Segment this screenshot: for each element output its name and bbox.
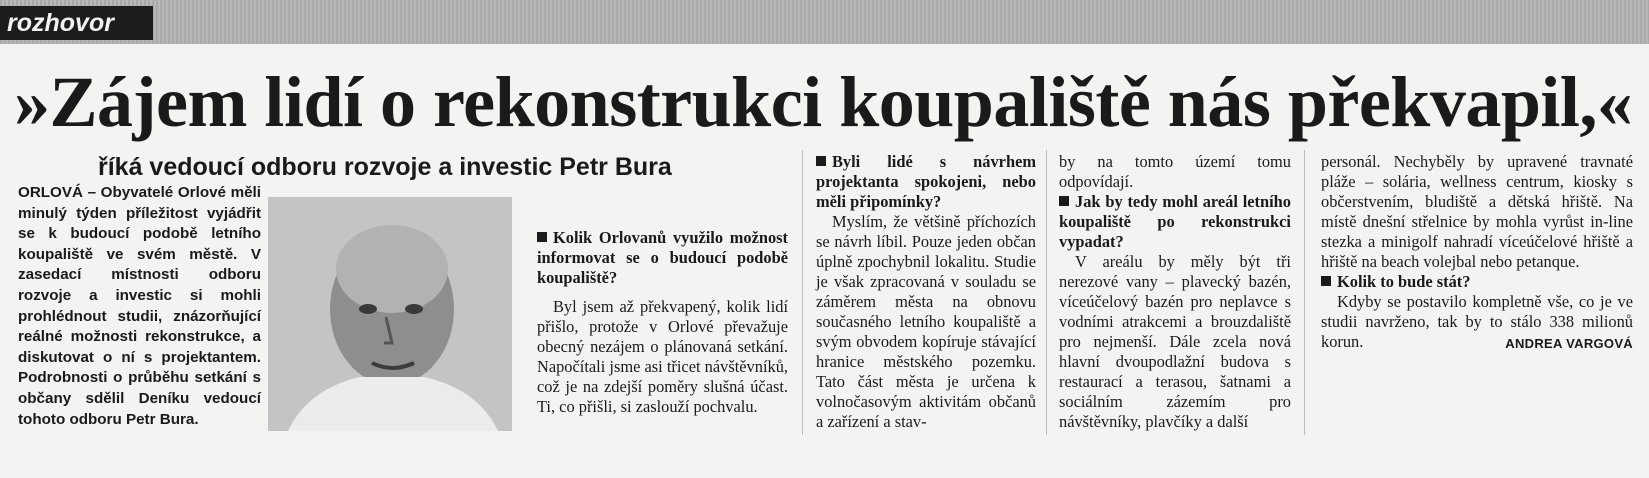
square-bullet-icon bbox=[537, 232, 547, 242]
square-bullet-icon bbox=[1059, 196, 1069, 206]
column-5 bbox=[1321, 152, 1633, 354]
answer-2: Myslím, že většině příchozích se návrh líbil. Pouze jeden občan úplně zpochybnil lokalitu. Studie je však zpracovaná v souladu se záměrem města na obnovu současného letního koupaliště a svým obvodem kopíruje stávající hranice městského pozemku. Tato část města je určena k volnočasovým aktivitám občanů a zařízení a stav- bbox=[816, 212, 1036, 431]
square-bullet-icon bbox=[1321, 276, 1331, 286]
answer-3: V areálu by měly být tři nerezové vany – plavecký bazén, víceúčelový bazén pro neplavce s vodními atrakcemi a brouzdaliště pro nejmenší. Dále zcela nová hlavní dvoupodlažní budova s restaurací a terasou, šatnami a sociálním zázemím pro návštěvníky, plavčíky a další bbox=[1059, 252, 1291, 431]
question-4: Kolik to bude stát? bbox=[1321, 272, 1633, 292]
article-subheadline: říká vedoucí odboru rozvoje a investic Petr Bura bbox=[98, 153, 672, 181]
portrait-photo bbox=[268, 197, 512, 431]
question-3: Jak by tedy mohl areál letního koupaliště po rekonstrukci vypadat? bbox=[1059, 192, 1291, 251]
author-byline: ANDREA VARGOVÁ bbox=[1505, 336, 1633, 351]
answer-3-continued: personál. Nechyběly by upravené travnaté pláže – solária, wellness centrum, kiosky s občerstvením, bludiště a dětská hřiště. Na místě dnešní střelnice by mohla vyrůst in-line stezka a minigolf nahradí víceúčelové hřiště a hřiště na beach volejbal nebo petanque. bbox=[1321, 152, 1633, 271]
question-1: Kolik Orlovanů využilo možnost informovat se o budoucí podobě koupaliště? bbox=[537, 228, 788, 287]
answer-4: Kdyby se postavilo kompletně vše, co je ve studii navrženo, tak by to stálo 338 milionů korun. ANDREA VARGOVÁ bbox=[1321, 292, 1633, 352]
article-lead: ORLOVÁ – Obyvatelé Orlové měli minulý týden příležitost vyjádřit se k budoucí podobě letního koupaliště ve svém městě. V zasedací místnosti odboru rozvoje a investic si mohli prohlédnout studii, znázorňující reálné možnosti rekonstrukce, a diskutovat o ní s projektantem. Podrobnosti o průběhu setkání s občany sdělil Deníku vedoucí tohoto odboru Petr Bura. bbox=[18, 184, 261, 428]
column-2 bbox=[537, 228, 788, 417]
article-headline: »Zájem lidí o rekonstrukci koupaliště nás překvapil,« bbox=[14, 62, 1633, 142]
column-3 bbox=[816, 152, 1036, 432]
section-tag: rozhovor bbox=[0, 6, 153, 40]
answer-2-continued: by na tomto území tomu odpovídají. bbox=[1059, 152, 1291, 191]
column-4 bbox=[1059, 152, 1291, 432]
section-bar bbox=[0, 0, 1649, 44]
question-2: Byli lidé s návrhem projektanta spokojeni, nebo měli připomínky? bbox=[816, 152, 1036, 211]
square-bullet-icon bbox=[816, 156, 826, 166]
column-divider bbox=[802, 150, 803, 435]
column-divider bbox=[1046, 150, 1047, 435]
column-divider bbox=[1304, 150, 1305, 435]
answer-1: Byl jsem až překvapený, kolik lidí přišlo, protože v Orlové převažuje obecný nezájem o plánovaná setkání. Napočítali jsme asi třicet návštěvníků, což je na zdejší poměry slušná účast. Ti, co přišli, si zaslouží pochvalu. bbox=[537, 297, 788, 416]
